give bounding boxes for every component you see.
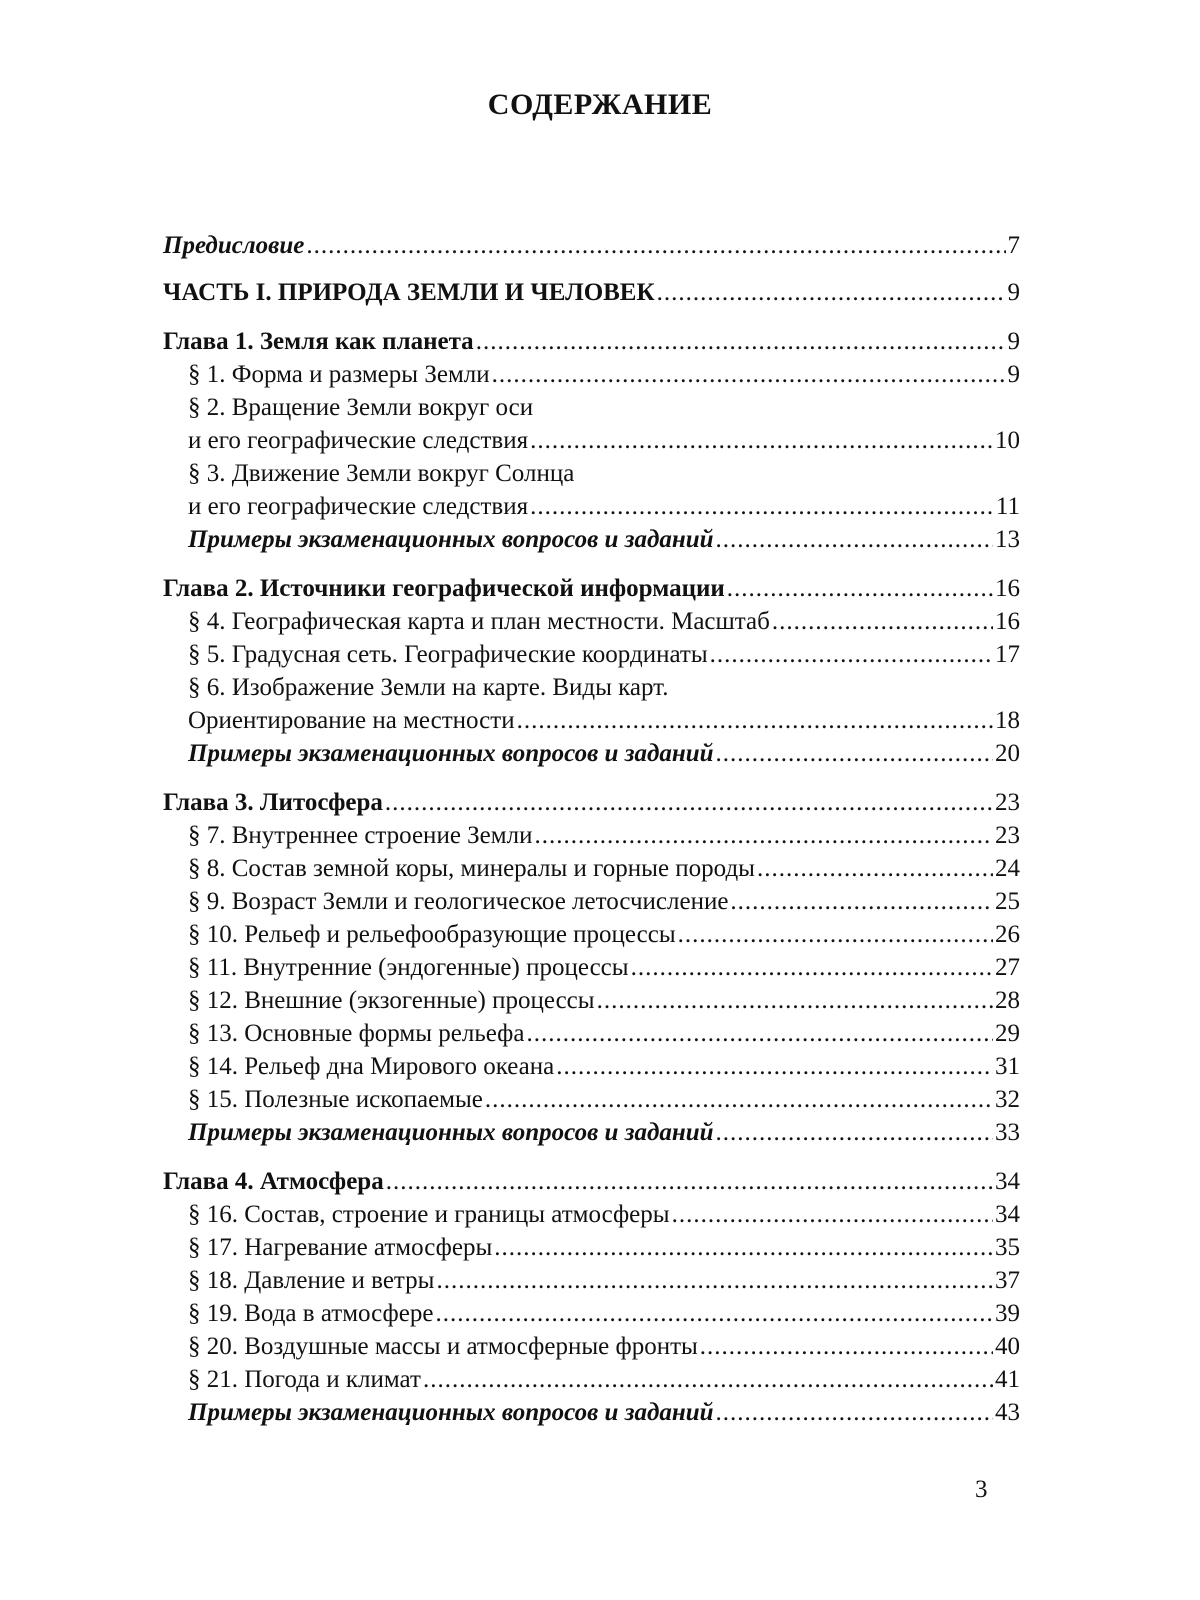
toc-entry-label: § 15. Полезные ископаемые bbox=[188, 1086, 483, 1113]
toc-section[interactable] bbox=[163, 1198, 1020, 1231]
dot-leader bbox=[534, 819, 993, 852]
toc-entry-label: Глава 3. Литосфера bbox=[163, 789, 383, 816]
toc-entry-label: § 18. Давление и ветры bbox=[188, 1267, 435, 1294]
toc-section[interactable] bbox=[163, 984, 1020, 1017]
toc-section[interactable] bbox=[163, 819, 1020, 852]
toc-entry-label: § 12. Внешние (экзогенные) процессы bbox=[188, 987, 595, 1014]
toc-chapter-heading[interactable] bbox=[163, 325, 1020, 358]
toc-page-number: 17 bbox=[995, 641, 1020, 668]
dot-leader bbox=[492, 358, 1006, 391]
toc-section[interactable] bbox=[163, 1017, 1020, 1050]
toc-chapter bbox=[163, 325, 1020, 556]
toc-entry-label: § 21. Погода и климат bbox=[188, 1366, 421, 1393]
toc-page-number: 10 bbox=[995, 427, 1020, 454]
page-number: 3 bbox=[975, 1476, 988, 1503]
toc-entry-label: § 16. Состав, строение и границы атмосферы bbox=[188, 1201, 670, 1228]
toc-section[interactable] bbox=[163, 358, 1020, 391]
dot-leader bbox=[476, 325, 1006, 358]
toc-section-first-line[interactable]: § 3. Движение Земли вокруг Солнца bbox=[188, 460, 575, 487]
toc-page-number: 35 bbox=[995, 1234, 1020, 1261]
dot-leader bbox=[436, 1264, 993, 1297]
toc-section[interactable] bbox=[163, 1363, 1020, 1396]
toc-page-number: 23 bbox=[995, 789, 1020, 816]
dot-leader bbox=[494, 1231, 993, 1264]
toc-section[interactable] bbox=[163, 918, 1020, 951]
dot-leader bbox=[530, 424, 993, 457]
toc-section[interactable] bbox=[163, 1083, 1020, 1116]
dot-leader bbox=[657, 276, 1006, 309]
toc-page-number: 16 bbox=[995, 575, 1020, 602]
toc-page-number: 41 bbox=[995, 1366, 1020, 1393]
dot-leader bbox=[672, 1198, 993, 1231]
dot-leader bbox=[631, 951, 993, 984]
dot-leader bbox=[757, 852, 993, 885]
toc-entry-label: § 10. Рельеф и рельефообразующие процессы bbox=[188, 921, 676, 948]
toc-entry-label: Примеры экзаменационных вопросов и заданий bbox=[188, 1119, 714, 1146]
toc-section[interactable] bbox=[163, 704, 1020, 737]
toc-entry-label: § 20. Воздушные массы и атмосферные фронты bbox=[188, 1333, 698, 1360]
dot-leader bbox=[597, 984, 993, 1017]
dot-leader bbox=[306, 229, 1005, 262]
toc-page-number: 29 bbox=[995, 1020, 1020, 1047]
toc-page-number: 43 bbox=[995, 1399, 1020, 1426]
page-title: СОДЕРЖАНИЕ bbox=[487, 88, 713, 121]
toc-entry-label: Ориентирование на местности bbox=[188, 707, 515, 734]
toc-page-number: 40 bbox=[995, 1333, 1020, 1360]
dot-leader bbox=[727, 572, 993, 605]
dot-leader bbox=[517, 704, 993, 737]
dot-leader bbox=[435, 1297, 993, 1330]
dot-leader bbox=[423, 1363, 993, 1396]
toc-page-number: 18 bbox=[995, 707, 1020, 734]
toc-entry-label: ЧАСТЬ I. ПРИРОДА ЗЕМЛИ И ЧЕЛОВЕК bbox=[163, 279, 655, 306]
dot-leader bbox=[710, 638, 993, 671]
dot-leader bbox=[530, 490, 994, 523]
toc-chapter bbox=[163, 572, 1020, 770]
toc-chapter bbox=[163, 786, 1020, 1149]
toc-section[interactable] bbox=[163, 638, 1020, 671]
toc-section[interactable] bbox=[163, 605, 1020, 638]
toc-page-number: 27 bbox=[995, 954, 1020, 981]
toc-entry-label: § 14. Рельеф дна Мирового океана bbox=[188, 1053, 555, 1080]
toc-page-number: 24 bbox=[995, 855, 1020, 882]
toc-entry-label: Глава 2. Источники географической информации bbox=[163, 575, 725, 602]
toc-page-number: 33 bbox=[995, 1119, 1020, 1146]
dot-leader bbox=[772, 605, 993, 638]
toc-exam-questions[interactable] bbox=[163, 737, 1020, 770]
toc-page-number: 37 bbox=[995, 1267, 1020, 1294]
toc-page-number: 13 bbox=[995, 526, 1020, 553]
toc-page-number: 20 bbox=[995, 740, 1020, 767]
toc-entry-label: Глава 4. Атмосфера bbox=[163, 1168, 384, 1195]
toc-entry-label: Примеры экзаменационных вопросов и заданий bbox=[188, 740, 714, 767]
toc-entry-label: § 1. Форма и размеры Земли bbox=[188, 361, 490, 388]
toc-page-number: 39 bbox=[995, 1300, 1020, 1327]
toc-exam-questions[interactable] bbox=[163, 1396, 1020, 1429]
toc-page-number: 31 bbox=[995, 1053, 1020, 1080]
toc-page-number: 34 bbox=[995, 1168, 1020, 1195]
toc-section[interactable] bbox=[163, 490, 1020, 523]
dot-leader bbox=[386, 1165, 993, 1198]
dot-leader bbox=[716, 523, 993, 556]
dot-leader bbox=[556, 1050, 993, 1083]
toc-exam-questions[interactable] bbox=[163, 1116, 1020, 1149]
toc-chapter-heading[interactable] bbox=[163, 572, 1020, 605]
toc-section[interactable] bbox=[163, 1330, 1020, 1363]
toc-entry-label: Примеры экзаменационных вопросов и заданий bbox=[188, 526, 714, 553]
toc-entry-label: § 11. Внутренние (эндогенные) процессы bbox=[188, 954, 629, 981]
toc-page-number: 11 bbox=[995, 493, 1020, 520]
dot-leader bbox=[385, 786, 993, 819]
toc-chapter bbox=[163, 1165, 1020, 1429]
dot-leader bbox=[700, 1330, 993, 1363]
dot-leader bbox=[526, 1017, 993, 1050]
toc-entry-label: § 17. Нагревание атмосферы bbox=[188, 1234, 493, 1261]
toc-entry-part[interactable] bbox=[163, 276, 1020, 309]
toc-section-first-line[interactable]: § 2. Вращение Земли вокруг оси bbox=[188, 394, 534, 421]
toc-section[interactable] bbox=[163, 951, 1020, 984]
toc-section[interactable] bbox=[163, 885, 1020, 918]
toc-entry-label: Примеры экзаменационных вопросов и заданий bbox=[188, 1399, 714, 1426]
toc-section-first-line[interactable]: § 6. Изображение Земли на карте. Виды карт. bbox=[188, 674, 669, 701]
toc-chapter-heading[interactable] bbox=[163, 786, 1020, 819]
toc-entry-preface[interactable] bbox=[163, 229, 1020, 262]
toc-page-number: 9 bbox=[1007, 361, 1020, 388]
toc-page-number: 9 bbox=[1007, 328, 1020, 355]
toc-entry-label: § 8. Состав земной коры, минералы и горные породы bbox=[188, 855, 755, 882]
toc-section[interactable] bbox=[163, 1297, 1020, 1330]
toc-entry-label: и его географические следствия bbox=[188, 493, 529, 520]
dot-leader bbox=[716, 737, 993, 770]
dot-leader bbox=[716, 1116, 993, 1149]
toc-entry-label: § 7. Внутреннее строение Земли bbox=[188, 822, 533, 849]
toc-entry-label: § 5. Градусная сеть. Географические координаты bbox=[188, 641, 708, 668]
toc-page-number: 9 bbox=[1007, 279, 1020, 306]
toc-section[interactable] bbox=[163, 1264, 1020, 1297]
toc-page-number: 23 bbox=[995, 822, 1020, 849]
toc-entry-label: § 4. Географическая карта и план местности. Масштаб bbox=[188, 608, 770, 635]
toc-page-number: 26 bbox=[995, 921, 1020, 948]
toc-page-number: 32 bbox=[995, 1086, 1020, 1113]
toc-entry-label: Глава 1. Земля как планета bbox=[163, 328, 474, 355]
toc-page-number: 25 bbox=[995, 888, 1020, 915]
toc-section[interactable] bbox=[163, 1231, 1020, 1264]
toc-entry-label: и его географические следствия bbox=[188, 427, 529, 454]
toc-section[interactable] bbox=[163, 424, 1020, 457]
toc-exam-questions[interactable] bbox=[163, 523, 1020, 556]
toc-entry-label: § 9. Возраст Земли и геологическое летосчисление bbox=[188, 888, 729, 915]
toc-page-number: 34 bbox=[995, 1201, 1020, 1228]
toc-entry-label: Предисловие bbox=[163, 232, 305, 259]
dot-leader bbox=[716, 1396, 993, 1429]
dot-leader bbox=[730, 885, 993, 918]
toc-page-number: 7 bbox=[1007, 232, 1020, 259]
toc-entry-label: § 13. Основные формы рельефа bbox=[188, 1020, 525, 1047]
toc-chapter-heading[interactable] bbox=[163, 1165, 1020, 1198]
table-of-contents bbox=[163, 229, 1020, 1429]
toc-section[interactable] bbox=[163, 852, 1020, 885]
toc-page-number: 16 bbox=[995, 608, 1020, 635]
toc-page-number: 28 bbox=[995, 987, 1020, 1014]
dot-leader bbox=[485, 1083, 993, 1116]
dot-leader bbox=[678, 918, 993, 951]
toc-entry-label: § 19. Вода в атмосфере bbox=[188, 1300, 434, 1327]
toc-section[interactable] bbox=[163, 1050, 1020, 1083]
